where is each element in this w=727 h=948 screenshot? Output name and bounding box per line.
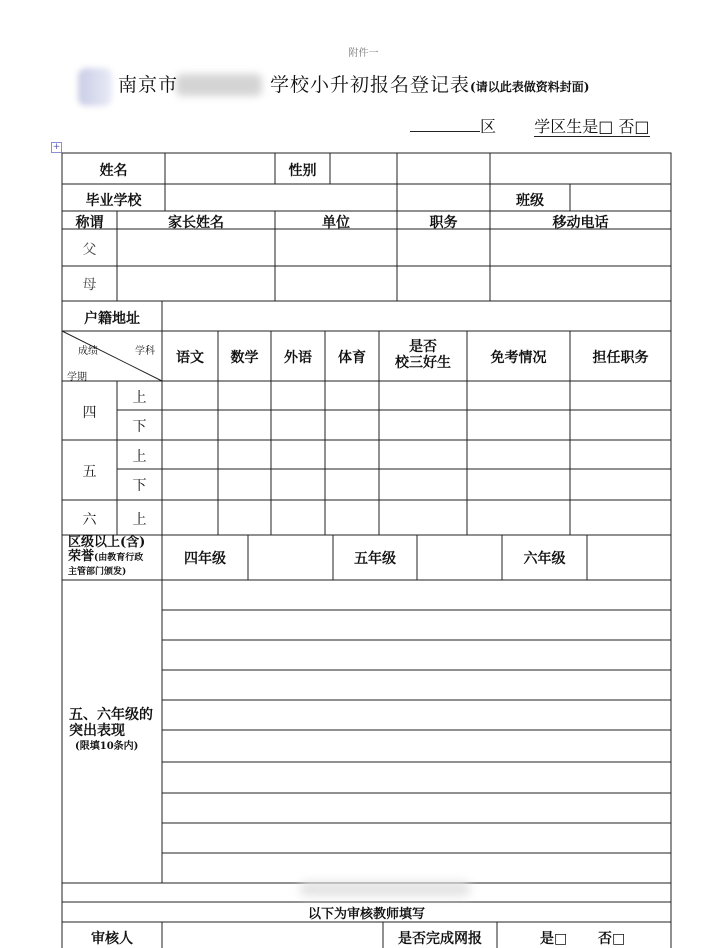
performance-label — [69, 707, 153, 755]
merit-line1: 是否 — [409, 339, 437, 355]
household-address-label: 户籍地址 — [84, 311, 140, 327]
graduated-school-label: 毕业学校 — [85, 193, 142, 209]
grade4-label: 四 — [82, 405, 97, 421]
attachment-label: 附件一 — [348, 48, 379, 59]
name-label: 姓名 — [99, 163, 128, 179]
honor-label — [68, 536, 145, 579]
title-note: (请以此表做资料封面) — [470, 80, 590, 94]
year5-label: 五年级 — [354, 551, 396, 567]
title-prefix: 南京市 — [118, 74, 179, 96]
term-label: 学期 — [67, 372, 87, 383]
perf-note: (限填10条内) — [75, 741, 139, 752]
grade6-label: 六 — [82, 512, 97, 528]
honor-line1: 区级以上(含) — [68, 535, 146, 550]
honor-line2: 荣誉 — [68, 549, 95, 564]
year6-label: 六年级 — [523, 551, 566, 567]
work-unit-label: 单位 — [322, 215, 350, 231]
blurred-watermark — [300, 882, 470, 896]
gender-label: 性别 — [288, 163, 317, 179]
title-main: 学校小升初报名登记表 — [270, 74, 471, 96]
table-move-handle-icon[interactable]: + — [52, 142, 61, 152]
exempt-label: 免考情况 — [490, 350, 547, 366]
grade5-upper: 上 — [132, 449, 147, 465]
father-label: 父 — [82, 242, 97, 258]
score-label: 成绩 — [78, 346, 98, 357]
yes-checkbox[interactable]: 是□ — [540, 931, 568, 947]
class-label: 班级 — [516, 193, 544, 209]
reviewer-section-title: 以下为审核教师填写 — [307, 907, 425, 922]
grade4-lower: 下 — [132, 419, 147, 435]
perf-line1: 五、六年级的 — [69, 707, 153, 723]
duty-label: 担任职务 — [592, 350, 649, 366]
year4-label: 四年级 — [184, 551, 226, 567]
district-suffix: 区 — [480, 117, 497, 136]
mother-label: 母 — [82, 277, 97, 293]
subject-pe: 体育 — [338, 350, 366, 366]
subject-math: 数学 — [230, 350, 259, 366]
reviewer-label: 审核人 — [91, 931, 133, 947]
resident-question[interactable]: 学区生是□ 否□ — [534, 117, 650, 136]
merit-line2: 校三好生 — [395, 355, 451, 371]
position-label: 职务 — [429, 215, 458, 231]
parent-name-label: 家长姓名 — [168, 215, 224, 231]
honor-note-a: (由教育行政 — [94, 553, 144, 563]
perf-line2: 突出表现 — [69, 723, 125, 739]
online-done-label: 是否完成网报 — [398, 931, 482, 947]
grade6-upper: 上 — [132, 512, 147, 528]
subject-label: 学科 — [135, 346, 155, 357]
grade4-upper: 上 — [132, 390, 147, 406]
subject-chinese: 语文 — [176, 350, 204, 366]
grade5-label: 五 — [82, 464, 97, 480]
parent-title-label: 称谓 — [75, 215, 104, 231]
subject-foreign-language: 外语 — [284, 350, 312, 366]
no-checkbox[interactable]: 否□ — [598, 931, 626, 947]
merit-student-label — [379, 339, 467, 371]
grade5-lower: 下 — [132, 478, 147, 494]
honor-note-b: 主管部门颁发) — [68, 567, 127, 577]
mobile-label: 移动电话 — [552, 215, 609, 231]
